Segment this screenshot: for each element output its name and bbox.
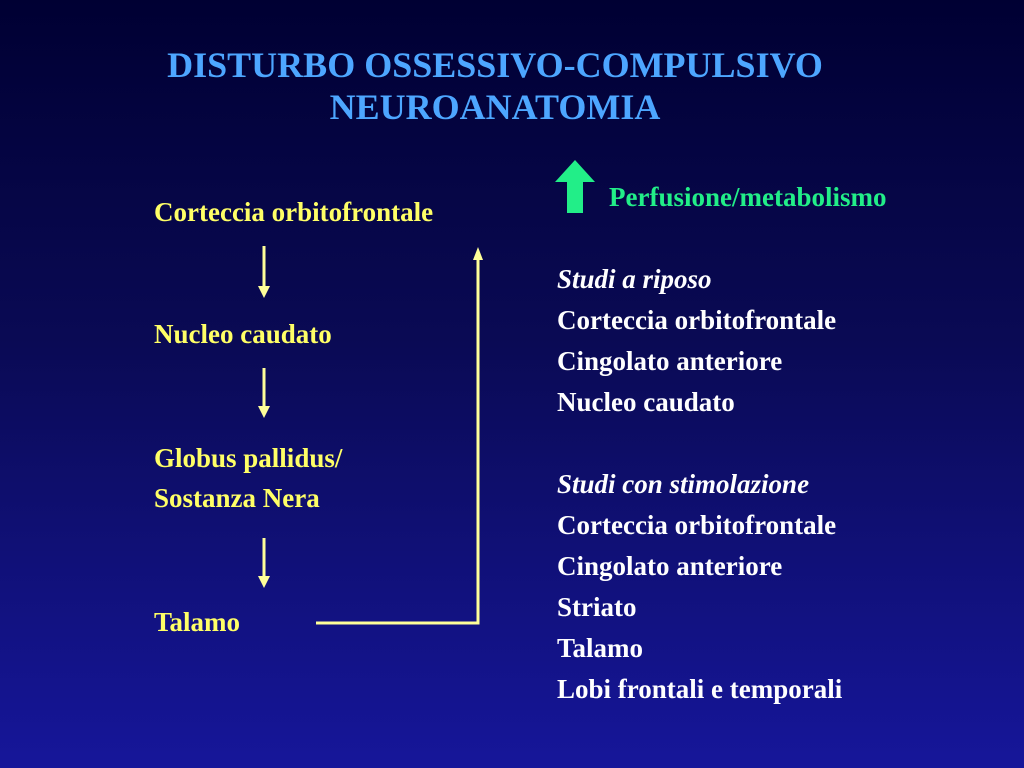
down-arrow-icon: [258, 368, 270, 418]
perfusion-metabolism-label: Perfusione/metabolismo: [609, 182, 887, 212]
list-item: Nucleo caudato: [557, 387, 735, 417]
list-item: Talamo: [557, 633, 644, 663]
pathway-step-orbitofrontal: Corteccia orbitofrontale: [154, 197, 434, 227]
up-arrow-icon: [555, 160, 595, 213]
feedback-loop-arrow: [316, 247, 483, 623]
list-item: Corteccia orbitofrontale: [557, 510, 837, 540]
title-line-2: NEUROANATOMIA: [329, 87, 661, 127]
pathway-step-thalamus: Talamo: [154, 607, 241, 637]
list-item: Corteccia orbitofrontale: [557, 305, 837, 335]
pathway-step-pallidus: Globus pallidus/: [154, 443, 343, 473]
list-item: Cingolato anteriore: [557, 551, 783, 581]
studies-stimulation-heading: Studi con stimolazione: [557, 469, 810, 499]
pathway-step-substantia-nigra: Sostanza Nera: [154, 483, 320, 513]
title-line-1: DISTURBO OSSESSIVO-COMPULSIVO: [167, 45, 823, 85]
studies-rest-heading: Studi a riposo: [557, 264, 712, 294]
studies-stimulation: [557, 464, 842, 710]
list-item: Lobi frontali e temporali: [557, 674, 843, 704]
down-arrow-icon: [258, 246, 270, 298]
studies-rest: [557, 259, 836, 423]
list-item: Striato: [557, 592, 637, 622]
down-arrow-icon: [258, 538, 270, 588]
list-item: Cingolato anteriore: [557, 346, 783, 376]
pathway-step-caudate: Nucleo caudato: [154, 319, 332, 349]
